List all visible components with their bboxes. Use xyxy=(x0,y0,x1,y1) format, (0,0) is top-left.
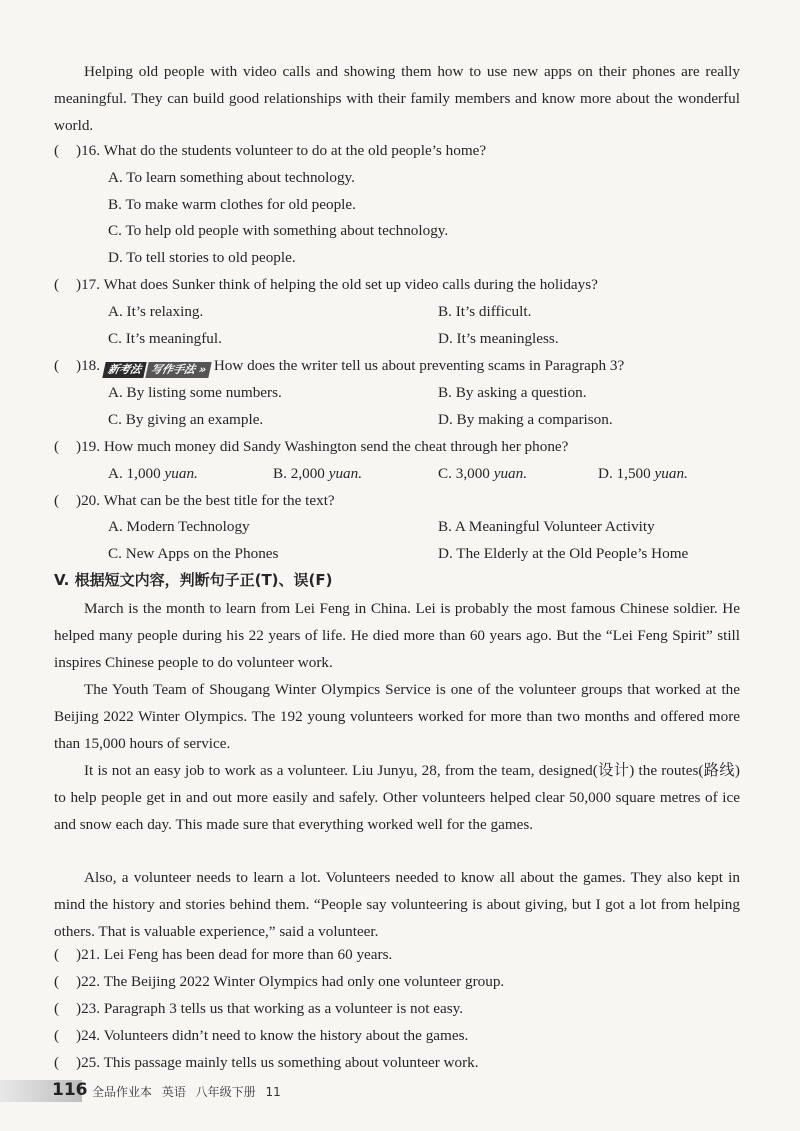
option-16c: C. To help old people with something about technology. xyxy=(108,222,449,239)
answer-blank[interactable]: ( xyxy=(54,1000,60,1017)
option-17a: A. It’s relaxing. xyxy=(108,303,204,320)
passage-paragraph-3: It is not an easy job to work as a volunteer. Liu Junyu, 28, from the team, designed(设计) the routes(路线) to help people get in and out more easily and safely. Other volunteers helped clear 50,000 square metres of ice and snow each day. This made sure that everything worked well for the games. xyxy=(54,762,740,833)
tf-item-23: ( )23. Paragraph 3 tells us that working as a volunteer is not easy. xyxy=(54,1000,464,1017)
answer-blank[interactable]: ( xyxy=(54,1054,60,1071)
page-number: 116 xyxy=(52,1080,88,1100)
option-18d: D. By making a comparison. xyxy=(438,411,613,428)
option-19b: B. 2,000 yuan. xyxy=(273,465,363,482)
option-16a: A. To learn something about technology. xyxy=(108,169,355,186)
page-footer xyxy=(0,1073,800,1111)
option-19d: D. 1,500 yuan. xyxy=(598,465,688,482)
option-20d: D. The Elderly at the Old People’s Home xyxy=(438,545,689,562)
option-17c: C. It’s meaningful. xyxy=(108,330,222,347)
answer-blank[interactable]: ( xyxy=(54,357,60,374)
answer-blank[interactable]: ( xyxy=(54,973,60,990)
question-stem: 19. How much money did Sandy Washington send the cheat through her phone? xyxy=(81,438,569,455)
section-heading: V. 根据短文内容，判断句子正(T)、误(F) xyxy=(54,571,333,589)
question-stem: 17. What does Sunker think of helping the old set up video calls during the holidays? xyxy=(81,276,598,293)
answer-blank[interactable]: ( xyxy=(54,276,60,293)
option-19c: C. 3,000 yuan. xyxy=(438,465,528,482)
answer-blank[interactable]: ( xyxy=(54,946,60,963)
question-stem: How does the writer tell us about preventing scams in Paragraph 3? xyxy=(213,357,625,374)
footer-text: 全品作业本 英语 八年级下册 11 xyxy=(92,1085,281,1099)
option-17d: D. It’s meaningless. xyxy=(438,330,559,347)
passage-paragraph-2: The Youth Team of Shougang Winter Olympics Service is one of the volunteer groups that worked at the Beijing 2022 Winter Olympics. The 192 young volunteers worked for more than two months and offered more than 15,000 hours of service. xyxy=(54,681,740,752)
question-17: ( )17. What does Sunker think of helping the old set up video calls during the holidays? xyxy=(54,276,598,293)
tf-item-21: ( )21. Lei Feng has been dead for more than 60 years. xyxy=(54,946,393,963)
new-exam-tag: 新考法 xyxy=(102,362,146,378)
question-stem: 16. What do the students volunteer to do at the old people’s home? xyxy=(81,142,487,159)
question-18: ( )18. 新考法 写作手法 » How does the writer tell us about preventing scams in Paragraph 3? xyxy=(54,357,625,376)
option-20b: B. A Meaningful Volunteer Activity xyxy=(438,518,655,535)
question-20: ( )20. What can be the best title for the text? xyxy=(54,492,335,509)
passage-paragraph-4: Also, a volunteer needs to learn a lot. Volunteers needed to know all about the games. They also kept in mind the history and stories behind them. “People say volunteering is about giving, but I got a lot from helping others. That is valuable experience,” said a volunteer. xyxy=(54,869,740,940)
tf-item-22: ( )22. The Beijing 2022 Winter Olympics had only one volunteer group. xyxy=(54,973,505,990)
question-16: ( )16. What do the students volunteer to do at the old people’s home? xyxy=(54,142,487,159)
option-16d: D. To tell stories to old people. xyxy=(108,249,296,266)
option-20a: A. Modern Technology xyxy=(108,518,250,535)
option-20c: C. New Apps on the Phones xyxy=(108,545,279,562)
option-18a: A. By listing some numbers. xyxy=(108,384,282,401)
passage-paragraph-1: March is the month to learn from Lei Feng in China. Lei is probably the most famous Chinese soldier. He helped many people during his 22 years of life. He died more than 60 years ago. But the “Lei Feng Spirit” still inspires Chinese people to do volunteer work. xyxy=(54,600,740,671)
writing-technique-tag: 写作手法 » xyxy=(145,362,211,378)
question-19: ( )19. How much money did Sandy Washington send the cheat through her phone? xyxy=(54,438,569,455)
answer-blank[interactable]: ( xyxy=(54,142,60,159)
option-18b: B. By asking a question. xyxy=(438,384,587,401)
answer-blank[interactable]: ( xyxy=(54,438,60,455)
answer-blank[interactable]: ( xyxy=(54,492,60,509)
option-19a: A. 1,000 yuan. xyxy=(108,465,198,482)
tf-item-25: ( )25. This passage mainly tells us something about volunteer work. xyxy=(54,1054,479,1071)
option-18c: C. By giving an example. xyxy=(108,411,264,428)
answer-blank[interactable]: ( xyxy=(54,1027,60,1044)
option-17b: B. It’s difficult. xyxy=(438,303,532,320)
question-stem: 20. What can be the best title for the text? xyxy=(81,492,335,509)
option-16b: B. To make warm clothes for old people. xyxy=(108,196,356,213)
tf-item-24: ( )24. Volunteers didn’t need to know the history about the games. xyxy=(54,1027,469,1044)
intro-paragraph: Helping old people with video calls and showing them how to use new apps on their phones are really meaningful. They can build good relationships with their family members and know more about the wonderful world. xyxy=(54,63,740,134)
